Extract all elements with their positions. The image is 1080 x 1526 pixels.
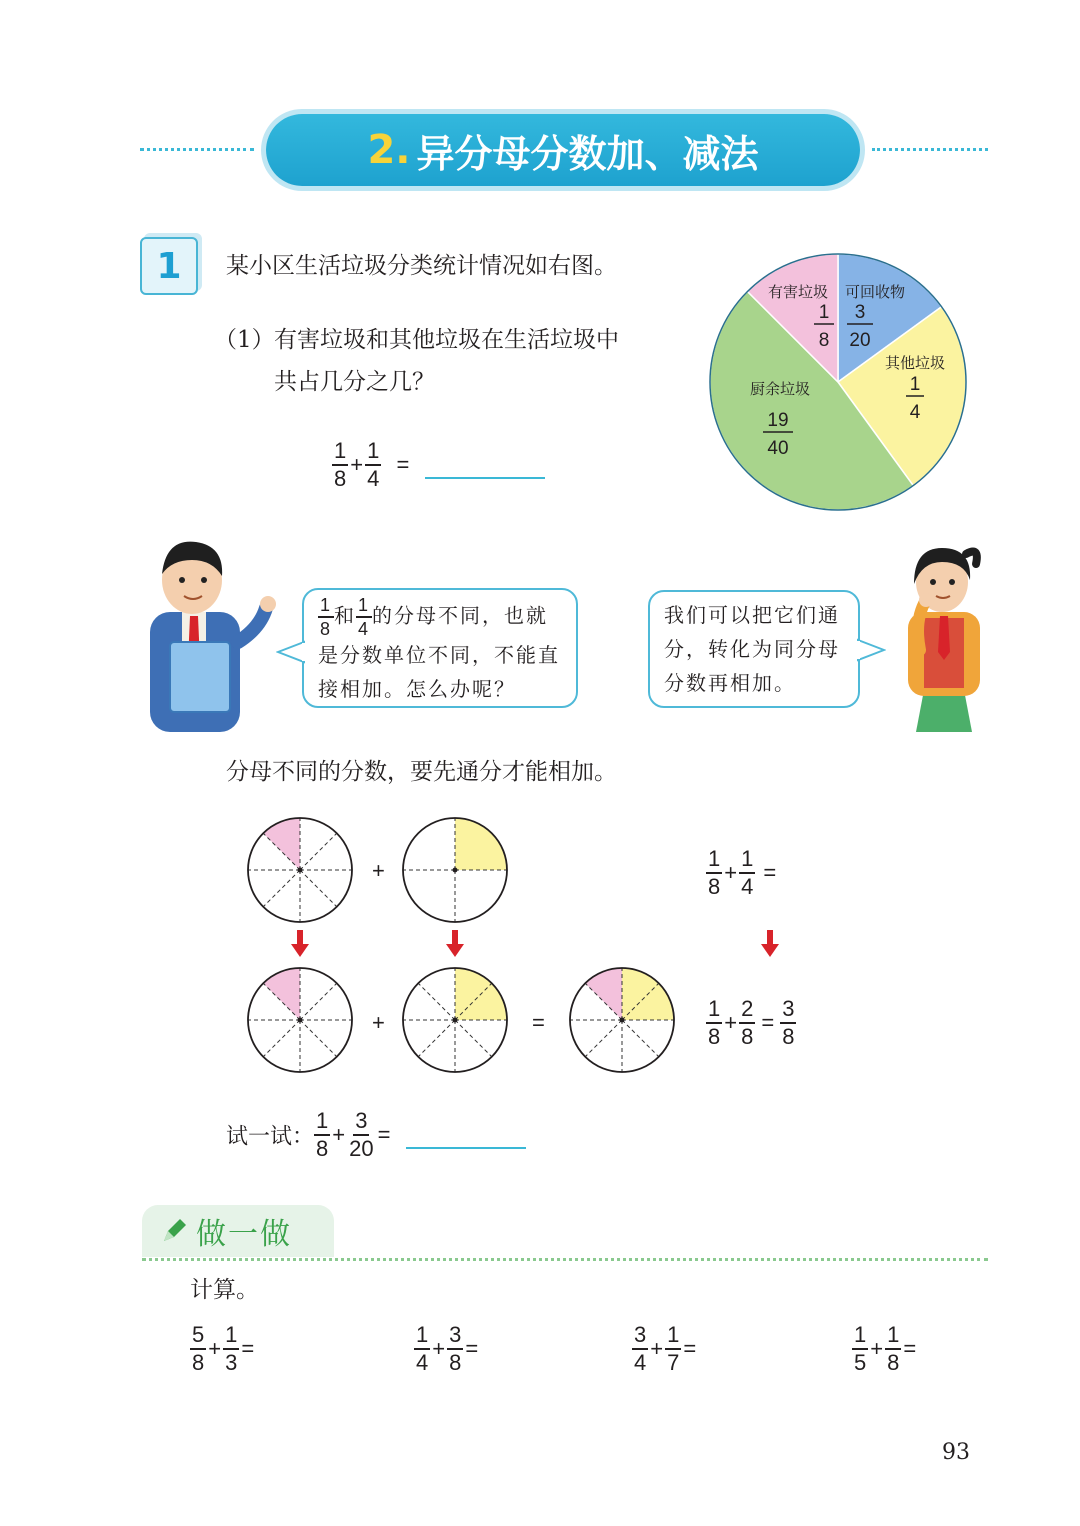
down-arrow-icon: [445, 930, 465, 958]
division-line: [300, 983, 337, 1020]
page-number: 93: [942, 1440, 970, 1465]
try-exercise: 试一试： $\frac{1}{8}$ + $\frac{3}{20}$ =: [226, 1110, 526, 1160]
division-line: [585, 1020, 622, 1057]
slice-num-other: 1: [909, 374, 921, 395]
rule-text: 分母不同的分数，要先通分才能相加。: [226, 759, 617, 785]
boy-illustration: [120, 532, 280, 732]
circle-one-eighth: [248, 818, 352, 922]
girl-skirt: [916, 690, 972, 732]
header-dots-right: [872, 148, 988, 151]
division-line: [263, 870, 300, 907]
boy-speech-bubble: $\frac{1}{8}$ 和 $\frac{1}{4}$ 的分母不同，也就 是分数单位不同，不能直 接相加。怎么办呢？: [302, 588, 578, 708]
slice-den-recyclable: 20: [849, 330, 871, 351]
shaded-part: [585, 968, 622, 1020]
slice-label-other: 其他垃圾: [884, 354, 946, 372]
girl-speech-bubble: 我们可以把它们通 分，转化为同分母 分数再相加。: [648, 590, 860, 708]
down-arrow-icon: [760, 930, 780, 958]
center-dot: [453, 868, 458, 873]
practice-divider: [142, 1258, 988, 1261]
example-badge: 1: [140, 237, 198, 295]
slice-den-kitchen: 40: [767, 438, 789, 459]
equals-sign: =: [396, 452, 410, 477]
example-intro: 某小区生活垃圾分类统计情况如右图。: [226, 253, 617, 279]
example-equation: [332, 440, 545, 490]
center-dot: [298, 1018, 303, 1023]
center-dot: [298, 868, 303, 873]
circle-one-quarter: [403, 818, 507, 922]
question-line-2: 共占几分之几？: [274, 369, 435, 395]
slice-den-other: 4: [909, 402, 921, 423]
girl-illustration: [880, 540, 990, 732]
fraction: $\frac{1}{7}$: [667, 1322, 680, 1375]
section-number: 2.: [367, 127, 411, 173]
fraction: $\frac{1}{8}$: [887, 1322, 900, 1375]
fraction: $\frac{1}{8}$: [708, 846, 721, 899]
fraction: $\frac{1}{5}$: [854, 1322, 867, 1375]
boy-arm: [238, 608, 266, 642]
equals-sign: =: [532, 1010, 545, 1035]
fraction: $\frac{3}{4}$: [634, 1322, 647, 1375]
section-title-banner: [266, 114, 860, 186]
header-dots-left: [140, 148, 254, 151]
practice-item-2[interactable]: $\frac{1}{4}$ + $\frac{3}{8}$ =: [416, 1322, 479, 1375]
fraction: $\frac{2}{8}$: [741, 996, 754, 1049]
fraction: $\frac{1}{8}$: [320, 595, 333, 639]
down-arrow-icon: [290, 930, 310, 958]
question-label: （1）: [214, 327, 275, 353]
notebook: [170, 642, 230, 712]
common-denominator-equation: $\frac{1}{8}$ + $\frac{2}{8}$ = $\frac{3}{8}$: [708, 996, 795, 1049]
fraction: $\frac{1}{8}$: [708, 996, 721, 1049]
answer-blank[interactable]: [406, 1121, 526, 1149]
fraction: $\frac{5}{8}$: [192, 1322, 205, 1375]
girl-bubble-tail: [856, 638, 886, 662]
fraction: $\frac{3}{8}$: [782, 996, 795, 1049]
shaded-part: [263, 968, 300, 1020]
waste-pie-chart: [700, 246, 980, 518]
slice-num-kitchen: 19: [767, 410, 789, 431]
try-label: 试一试：: [226, 1124, 315, 1150]
fraction: $\frac{3}{8}$: [449, 1322, 462, 1375]
plus-sign: +: [372, 858, 385, 883]
circle-one-eighth-split: [248, 968, 352, 1072]
division-line: [622, 1020, 659, 1057]
plus-sign: +: [350, 452, 364, 477]
center-dot: [620, 1018, 625, 1023]
slice-den-harmful: 8: [818, 330, 830, 351]
division-line: [300, 870, 337, 907]
fraction: $\frac{1}{4}$: [741, 846, 754, 899]
slice-label-recyclable: 可回收物: [844, 283, 906, 301]
answer-blank[interactable]: [425, 451, 545, 479]
girl-hand: [919, 593, 933, 607]
plus-sign: +: [372, 1010, 385, 1035]
slice-label-kitchen: 厨余垃圾: [749, 380, 811, 398]
pencil-icon: [160, 1217, 188, 1245]
fraction: $\frac{1}{3}$: [225, 1322, 238, 1375]
boy-bubble-tail: [276, 640, 306, 664]
fraction: $\frac{1}{4}$: [358, 595, 371, 639]
shaded-part: [263, 818, 300, 870]
fraction: $\frac{1}{4}$: [367, 438, 380, 491]
unlike-fraction-equation: $\frac{1}{8}$ + $\frac{1}{4}$ =: [708, 846, 777, 899]
circle-three-eighths: [570, 968, 674, 1072]
practice-tab: [142, 1205, 334, 1257]
division-line: [418, 1020, 455, 1057]
section-title: 异分母分数加、减法: [416, 131, 759, 176]
division-line: [300, 1020, 337, 1057]
division-line: [263, 1020, 300, 1057]
circle-two-eighths: [403, 968, 507, 1072]
boy-hand: [260, 596, 276, 612]
fraction: $\frac{1}{8}$: [316, 1108, 329, 1161]
division-line: [300, 833, 337, 870]
practice-item-1[interactable]: $\frac{5}{8}$ + $\frac{1}{3}$ =: [192, 1322, 255, 1375]
practice-instruction: 计算。: [190, 1277, 259, 1303]
slice-num-harmful: 1: [818, 302, 830, 323]
red-scarf: [938, 616, 950, 660]
fraction: $\frac{1}{4}$: [416, 1322, 429, 1375]
slice-num-recyclable: 3: [854, 302, 866, 323]
practice-title: 做一做: [196, 1217, 292, 1252]
slice-label-harmful: 有害垃圾: [767, 283, 829, 301]
division-line: [455, 1020, 492, 1057]
practice-item-4[interactable]: $\frac{1}{5}$ + $\frac{1}{8}$ =: [854, 1322, 917, 1375]
division-line: [418, 983, 455, 1020]
fraction: $\frac{3}{20}$: [349, 1108, 374, 1161]
practice-item-3[interactable]: $\frac{3}{4}$ + $\frac{1}{7}$ =: [634, 1322, 697, 1375]
question-line-1: 有害垃圾和其他垃圾在生活垃圾中: [274, 327, 619, 353]
center-dot: [453, 1018, 458, 1023]
fraction: $\frac{1}{8}$: [334, 438, 347, 491]
